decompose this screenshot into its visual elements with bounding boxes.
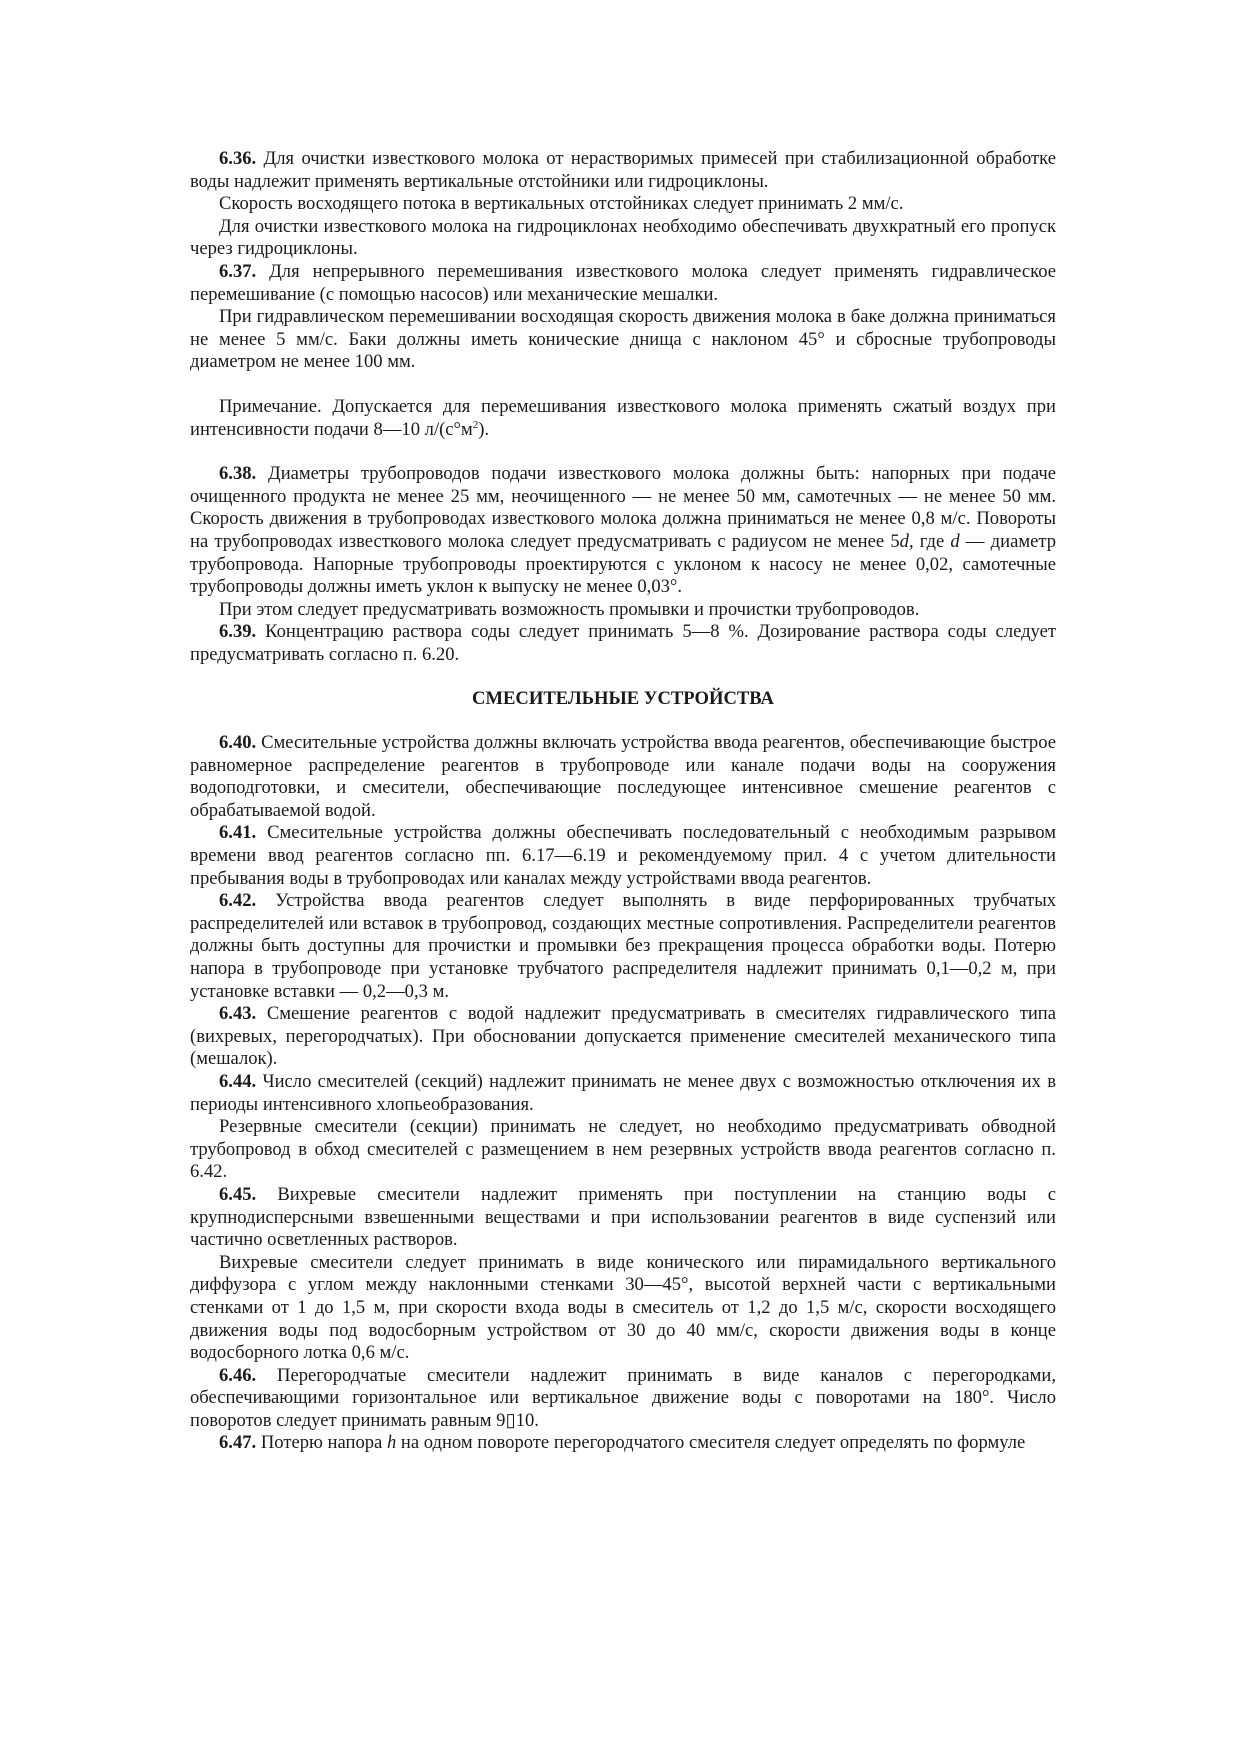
paragraph-text: Концентрацию раствора соды следует принимать 5—8 %. Дозирование раствора соды следует предусматривать согласно п. 6.20.: [190, 621, 1056, 665]
clause-number: 6.41.: [219, 822, 257, 844]
italic-variable: d: [950, 530, 960, 552]
clause-number: 6.40.: [219, 732, 257, 754]
paragraph-6-44: [190, 1071, 1056, 1116]
paragraph-hydraulic-mixing: [190, 306, 1056, 374]
paragraph-6-38: [190, 463, 1056, 599]
paragraph-text: Резервные смесители (секции) принимать не следует, но необходимо предусматривать обводной трубопровод в обход смесителей с размещением в нем резервных устройств ввода реагентов согласно п. 6.42.: [190, 1116, 1056, 1183]
note-text: Примечание. Допускается для перемешивания известкового молока применять сжатый воздух при интенсивности подачи 8—10 л/(с°м: [190, 395, 1056, 440]
paragraph-6-41: [190, 822, 1056, 890]
italic-variable: d: [899, 530, 909, 552]
paragraph-text: Потерю напора: [256, 1432, 387, 1454]
paragraph-text: Вихревые смесители следует принимать в виде конического или пирамидального вертикального диффузора с углом между наклонными стенками 30—45°, высотой верхней части с вертикальными стенками от 1 до 1,5 м, при скорости входа воды в смеситель от 1,2 до 1,5 м/с, скорости восходящего движения воды под водосборным устройством от 30 до 40 мм/с, скорости движения воды в конце водосборного лотка 0,6 м/с.: [190, 1251, 1056, 1364]
paragraph-reserve-mixers: [190, 1116, 1056, 1184]
paragraph-text: Смесительные устройства должны включать устройства ввода реагентов, обеспечивающие быстрое равномерное распределение реагентов в трубопроводе или канале подачи воды на сооружения водоподготовки, и смесители, обеспечивающие последующее интенсивное смешение реагентов с обрабатываемой водой.: [190, 732, 1056, 821]
clause-number: 6.38.: [219, 463, 257, 485]
paragraph-text: При гидравлическом перемешивании восходящая скорость движения молока в баке должна приниматься не менее 5 мм/с. Баки должны иметь конические днища с наклоном 45° и сбросные трубопроводы диаметром не менее 100 мм.: [190, 306, 1056, 373]
clause-number: 6.43.: [219, 1003, 257, 1025]
paragraph-text: — диаметр трубопровода. Напорные трубопроводы проектируются с уклоном к насосу не менее 0,02, самотечные трубопроводы должны иметь уклон к выпуску не менее 0,03°.: [190, 530, 1056, 598]
paragraph-text: Устройства ввода реагентов следует выполнять в виде перфорированных трубчатых распределителей или вставок в трубопровод, создающих местные сопротивления. Распределители реагентов должны быть доступны для прочистки и промывки без прекращения процесса обработки воды. Потерю напора в трубопроводе при установке трубчатого распределителя надлежит принимать 0,1—0,2 м, при установке вставки — 0,2—0,3 м.: [190, 890, 1056, 1002]
paragraph-text: Для непрерывного перемешивания известкового молока следует применять гидравлическое перемешивание (с помощью насосов) или механические мешалки.: [190, 260, 1056, 305]
paragraph-6-47: [190, 1432, 1056, 1455]
clause-number: 6.44.: [219, 1070, 257, 1092]
note-tail: ).: [478, 418, 490, 440]
section-title: СМЕСИТЕЛЬНЫЕ УСТРОЙСТВА: [472, 688, 774, 710]
paragraph-flushing: [190, 599, 1056, 622]
paragraph-6-45: [190, 1184, 1056, 1252]
paragraph-6-46: [190, 1365, 1056, 1433]
paragraph-6-39: [190, 621, 1056, 666]
paragraph-text: Число смесителей (секций) надлежит принимать не менее двух с возможностью отключения их в периоды интенсивного хлопьеобразования.: [190, 1070, 1056, 1115]
clause-number: 6.47.: [219, 1432, 257, 1454]
clause-number: 6.39.: [219, 621, 257, 643]
clause-number: 6.45.: [219, 1183, 257, 1205]
paragraph-text: Смесительные устройства должны обеспечивать последовательный с необходимым разрывом времени ввод реагентов согласно пп. 6.17—6.19 и рекомендуемому прил. 4 с учетом длительности пребывания воды в трубопроводах или каналах между устройствами ввода реагентов.: [190, 822, 1056, 889]
paragraph-6-42: [190, 890, 1056, 1003]
note-superscript: 2: [472, 418, 479, 431]
clause-number: 6.36.: [219, 148, 257, 169]
paragraph-text: Скорость восходящего потока в вертикальных отстойниках следует принимать 2 мм/с.: [219, 193, 904, 215]
note-paragraph: [190, 396, 1056, 441]
paragraph-text: Для очистки известкового молока от нерастворимых примесей при стабилизационной обработке воды надлежит применять вертикальные отстойники или гидроциклоны.: [190, 148, 1056, 192]
paragraph-text: Смешение реагентов с водой надлежит предусматривать в смесителях гидравлического типа (вихревых, перегородчатых). При обосновании допускается применение смесителей механического типа (мешалок).: [190, 1003, 1056, 1070]
paragraph-6-36: [190, 148, 1056, 193]
paragraph-text: на одном повороте перегородчатого смесителя следует определять по формуле: [396, 1432, 1026, 1454]
paragraph-text: Вихревые смесители надлежит применять при поступлении на станцию воды с крупнодисперсными взвешенными веществами и при использовании реагентов в виде суспензий или частично осветленных растворов.: [190, 1183, 1056, 1251]
paragraph-text: При этом следует предусматривать возможность промывки и прочистки трубопроводов.: [219, 598, 920, 620]
clause-number: 6.42.: [219, 890, 257, 912]
paragraph-text: Перегородчатые смесители надлежит принимать в виде каналов с перегородками, обеспечивающими горизонтальное или вертикальное движение воды с поворотами на 180°. Число поворотов следует принимать равным 9▯10.: [190, 1364, 1056, 1431]
clause-number: 6.37.: [219, 260, 257, 282]
paragraph-text: Диаметры трубопроводов подачи известкового молока должны быть: напорных при подаче очищенного продукта не менее 25 мм, неочищенного — не менее 50 мм, самотечных — не менее 50 мм. Скорость движения в трубопроводах известкового молока должна приниматься не менее 0,8 м/с. Повороты на трубопроводах известкового молока следует предусматривать с радиусом не менее 5: [190, 463, 1056, 552]
paragraph-6-37: [190, 261, 1056, 306]
clause-number: 6.46.: [219, 1364, 257, 1386]
paragraph-text: , где: [908, 530, 951, 552]
paragraph-text: Для очистки известкового молока на гидроциклонах необходимо обеспечивать двухкратный его пропуск через гидроциклоны.: [190, 215, 1056, 260]
paragraph-6-40: [190, 732, 1056, 822]
paragraph-settling-speed: [190, 193, 1056, 216]
paragraph-hydrocyclone: [190, 216, 1056, 261]
paragraph-6-43: [190, 1003, 1056, 1071]
document-page: [190, 148, 1056, 1455]
paragraph-vortex-mixers: [190, 1252, 1056, 1365]
italic-variable: h: [386, 1432, 397, 1454]
